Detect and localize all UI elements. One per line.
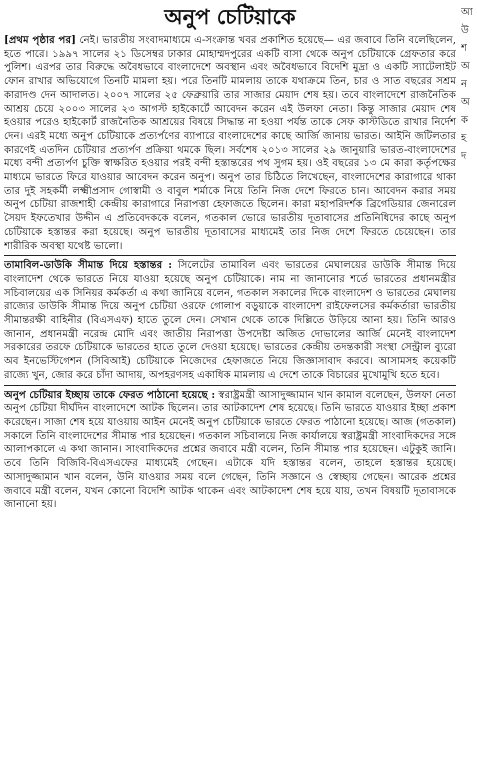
side-char: উ [461,25,469,36]
side-char: শ [461,43,467,54]
headline: অনুপ চেটিয়াকে [164,4,296,29]
continuation-label: [প্রথম পৃষ্ঠার পর] [4,34,76,46]
side-char: দ [461,151,467,162]
subheading-own-wish: অনুপ চেটিয়ার ইচ্ছায় তাকে ফেরত পাঠানো হয়েছে : [4,388,216,401]
paragraph-2-text: সিলেটের তামাবিল এবং ভারতের মেঘালয়ের ডাউকি সীমান্ত দিয়ে বাংলাদেশ থেকে ভারতে নিয়ে যাওয়া হয়েছে অনুপ চেটিয়াকে। নাম না জানানোর শর্তে ভারতের প্রধানমন্ত্রীর সচিবালয়ের এক সিনিয়র কর্মকর্তা এ কথা জানিয়ে বলেন, গতকাল সকালের দিকে বাংলাদেশ ও ভারতের মেঘালয় রাজ্যের ডাউকি সীমান্ত দিয়ে অনুপ চেটিয়া ওরফে গোলাপ বড়ুয়াকে বাংলাদেশ রাইফেলসের কর্মকর্তারা ভারতীয় সীমান্তরক্ষী বাহিনীর (বিএসএফ) হাতে তুলে দেন। সেখান থেকে তাকে দিল্লিতে উড়িয়ে আনা হয়। তিনি আরও জানান, প্রধানমন্ত্রী নরেন্দ্র মোদি এবং জাতীয় নিরাপত্তা উপদেষ্টা অজিত দোভালের আর্জি মেনেই বাংলাদেশ সরকারের তরফে চেটিয়াকে ভারতের হাতে তুলে দেওয়া হয়েছে। ভারতের কেন্দ্রীয় তদন্তকারী সংস্থা সেন্ট্রাল ব্যুরো অব ইনভেস্টিগেশন (সিবিআই) চেটিয়াকে নিজেদের হেফাজতে নিয়ে জিজ্ঞাসাবাদ করবে। আসামসহ কয়েকটি রাজ্যে খুন, জোর করে চাঁদা আদায়, অপহরণসহ একাধিক মামলায় এ দেশে তাকে বিচারের মুখোমুখি হতে হবে। [4,260,456,381]
paragraph-3-text: স্বরাষ্ট্রমন্ত্রী আসাদুজ্জামান খান কামাল বলেছেন, উলফা নেতা অনুপ চেটিয়া দীর্ঘদিন বাংলাদেশে আটক ছিলেন। তার আটকাদেশ শেষ হয়েছে। তিনি ভারতে যাওয়ার ইচ্ছা প্রকাশ করেছেন। সাজা শেষ হয়ে যাওয়ায় আইন মেনেই অনুপ চেটিয়াকে ভারতে ফেরত পাঠানো হয়েছে। আজ (গতকাল) সকালে তিনি বাংলাদেশের সীমান্ত পার হয়েছেন। গতকাল সচিবালয়ে নিজ কার্যালয়ে স্বরাষ্ট্রমন্ত্রী সাংবাদিকদের সঙ্গে আলাপকালে এ কথা জানান। সাংবাদিকদের প্রশ্নের জবাবে মন্ত্রী বলেন, তিনি সীমান্ত পার হয়েছেন। এটুকুই জানি। তবে তিনি বিজিবি-বিএসএফের মাধ্যমেই গেছেন। এটাকে যদি হস্তান্তর বলেন, তাহলে হস্তান্তর হয়েছে। আসাদুজ্জামান খান বলেন, উনি যাওয়ার সময় বলে গেছেন, তিনি সজ্ঞানে ও স্বেচ্ছায় গেছেন। আরেক প্রশ্নের জবাবে মন্ত্রী বলেন, যখন কোনো বিদেশি আটক থাকেন এবং আটকাদেশ শেষ হয়ে যায়, তখন বিষয়টি দূতাবাসকে জানানো হয়। [4,389,456,511]
subheading-tamabil-dauki: তামাবিল-ডাউকি সীমান্ত দিয়ে হস্তান্তর : [4,259,173,272]
side-char: অ [461,97,470,108]
news-article [4,2,456,762]
side-char: অ [461,61,470,72]
side-char: আ [461,7,473,18]
paragraph-minister [4,389,456,512]
paragraph-handover [4,259,456,382]
section-divider [4,385,456,386]
section-divider [4,255,456,256]
paragraph-continuation [4,34,456,253]
side-char: ক [461,115,468,126]
side-char: হ [461,133,467,144]
side-char: ন [461,79,467,90]
adjacent-column-clip [461,4,477,166]
paragraph-1-text: নেই। ভারতীয় সংবাদমাধ্যমে এ-সংক্রান্ত খবর প্রকাশিত হয়েছে— এর জবাবে তিনি বলেছিলেন, হতে পারে। ১৯৯৭ সালের ২১ ডিসেম্বর ঢাকার মোহাম্মদপুরের একটি বাসা থেকে অনুপ চেটিয়াকে গ্রেফতার করে পুলিশ। এরপর তার বিরুদ্ধে অবৈধভাবে বাংলাদেশে অবস্থান এবং অবৈধভাবে বিদেশি মুদ্রা ও একটি স্যাটেলাইট ফোন রাখার অভিযোগে তিনটি মামলা হয়। পরে তিনটি মামলায় তাকে যথাক্রমে তিন, চার ও সাত বছরের সশ্রম কারাদণ্ড দেন আদালত। ২০০৭ সালের ২৫ ফেব্রুয়ারি তার সাজার মেয়াদ শেষ হয়। তবে বাংলাদেশে রাজনৈতিক আশ্রয় চেয়ে ২০০৩ সালের ২৩ আগস্ট হাইকোর্টে আবেদন করেন এই উলফা নেতা। কিন্তু সাজার মেয়াদ শেষ হওয়ার পরেও হাইকোর্ট রাজনৈতিক আশ্রয়ের বিষয়ে সিদ্ধান্ত না হওয়া পর্যন্ত তাকে সেফ কাস্টডিতে রাখার নির্দেশ দেন। এরই মধ্যে অনুপ চেটিয়াকে প্রত্যর্পণের ব্যাপারে বাংলাদেশের কাছে আর্জি জানায় ভারত। আইনি জটিলতার কারণেই এতদিন চেটিয়ার প্রত্যর্পণ প্রক্রিয়া থমকে ছিল। সর্বশেষ ২০১৩ সালের ২৯ জানুয়ারি ভারত-বাংলাদেশের মধ্যে বন্দী প্রত্যর্পণ চুক্তি স্বাক্ষরিত হওয়ার পরই বন্দী হস্তান্তরের পথ সুগম হয়। ওই বছরের ১৩ মে কারা কর্তৃপক্ষের মাধ্যমে ভারতে ফিরে যাওয়ার আবেদন করেন অনুপ। অনুপ তার চিঠিতে লিখেছেন, বাংলাদেশের কারাগারে থাকা তার দুই সহকর্মী লক্ষ্মীপ্রসাদ গোস্বামী ও বাবুল শর্মাকে নিয়ে তিনি নিজ দেশে ফিরতে চান। আবেদন করার সময় অনুপ চেটিয়া রাজশাহী কেন্দ্রীয় কারাগারে নিরাপত্তা হেফাজতে ছিলেন। কারা মহাপরিদর্শক ব্রিগেডিয়ার জেনারেল সৈয়দ ইফতেখার উদ্দীন এ প্রতিবেদককে বলেন, গতকাল ভোরে ভারতীয় দূতাবাসের প্রতিনিধিদের কাছে অনুপ চেটিয়াকে হস্তান্তর করা হয়েছে। অনুপ ভারতীয় দূতাবাসের মাধ্যমেই তার নিজ দেশে ফিরতে চেয়েছেন। তার শারীরিক অবস্থা যথেষ্ট ভালো। [4,35,456,252]
